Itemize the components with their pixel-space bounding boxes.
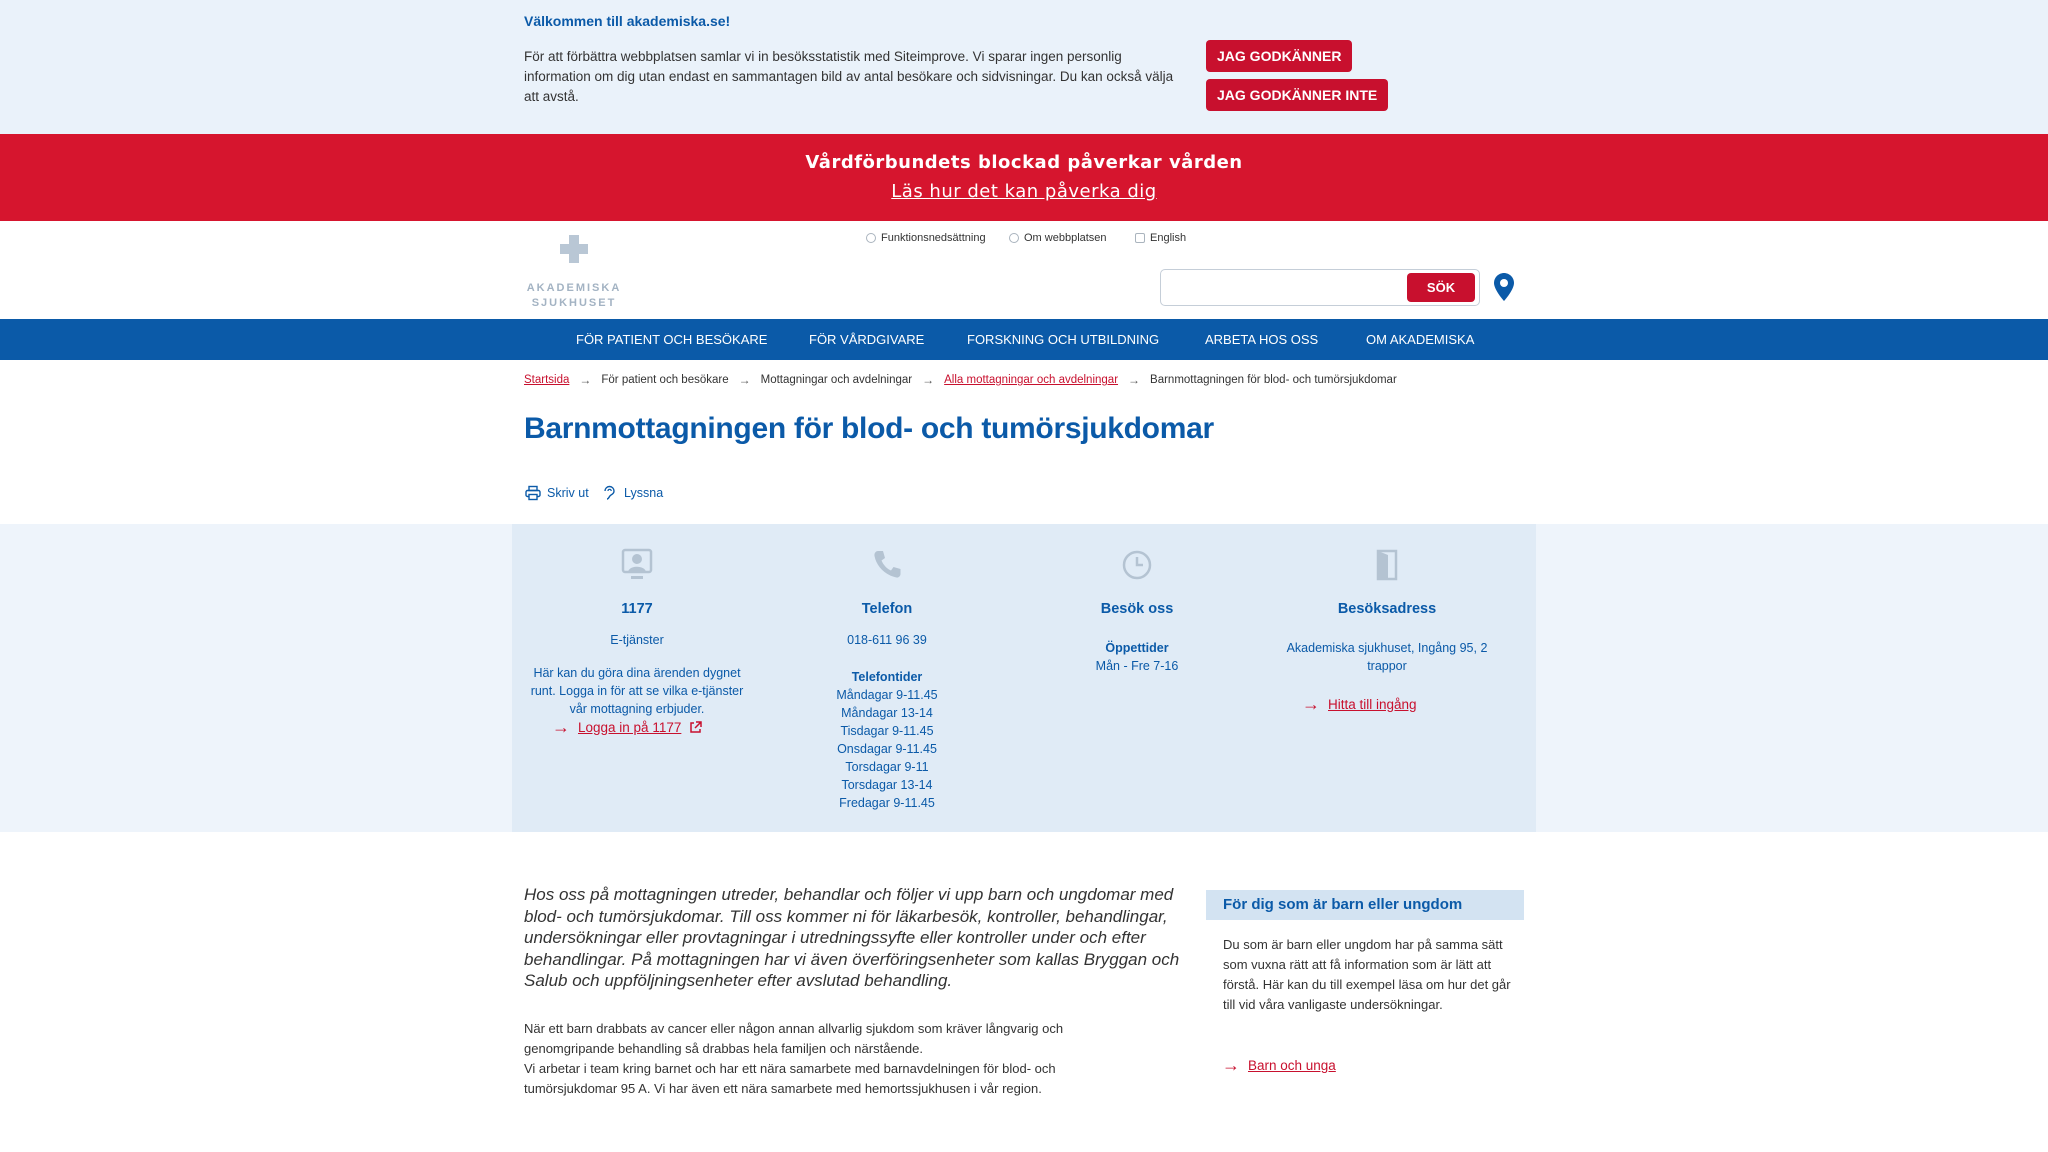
side-box-title: För dig som är barn eller ungdom bbox=[1206, 890, 1524, 920]
cookie-decline-button[interactable]: JAG GODKÄNNER INTE bbox=[1206, 79, 1388, 111]
print-label: Skriv ut bbox=[547, 486, 589, 500]
info-title-1177: 1177 bbox=[621, 601, 653, 617]
nav-item-patient[interactable]: FÖR PATIENT OCH BESÖKARE bbox=[576, 332, 768, 347]
children-link[interactable] bbox=[1222, 1056, 1336, 1074]
info-column-address bbox=[1262, 524, 1512, 832]
language-icon bbox=[1135, 233, 1145, 243]
accessibility-icon bbox=[866, 233, 876, 243]
computer-user-icon bbox=[621, 548, 653, 582]
breadcrumb-item-start[interactable]: Startsida bbox=[524, 374, 570, 386]
phone-icon bbox=[871, 548, 903, 582]
breadcrumb-item-alla[interactable]: Alla mottagningar och avdelningar bbox=[944, 374, 1119, 386]
info-desc-1177: Här kan du göra dina ärenden dygnet runt. Logga in för att se vilka e-tjänster vår mottagning erbjuder. bbox=[530, 666, 744, 716]
phone-hours-item: Fredagar 9-11.45 bbox=[839, 796, 935, 810]
utility-link-accessibility[interactable] bbox=[866, 232, 986, 244]
body-paragraph-1: När ett barn drabbats av cancer eller någon annan allvarlig sjukdom som kräver långvarig och genomgripande behandling så drabbas hela familjen och närstående. bbox=[524, 1021, 1064, 1056]
search-button[interactable]: SÖK bbox=[1407, 273, 1475, 302]
search-box bbox=[1160, 269, 1480, 306]
cross-logo-icon bbox=[560, 235, 588, 263]
phone-hours-title: Telefontider bbox=[851, 670, 923, 684]
contact-info-panel bbox=[512, 524, 1536, 832]
alert-link[interactable]: Läs hur det kan påverka dig bbox=[891, 181, 1157, 202]
arrow-right-icon: → bbox=[1222, 1055, 1240, 1075]
info-icon bbox=[1009, 233, 1019, 243]
info-column-1177 bbox=[512, 524, 762, 832]
login-1177-label: Logga in på 1177 bbox=[578, 719, 682, 735]
logo-text-line2: SJUKHUSET bbox=[531, 297, 617, 309]
info-sub-1177: E-tjänster bbox=[610, 633, 664, 647]
side-box-text: Du som är barn eller ungdom har på samma sätt som vuxna rätt att få information som är lätt att förstå. Här kan du till exempel läsa om hur det går till vid våra vanligaste undersökningar. bbox=[1223, 937, 1511, 1012]
contact-info-band bbox=[0, 524, 2048, 832]
door-icon bbox=[1371, 548, 1403, 582]
external-link-icon bbox=[689, 721, 702, 734]
visit-hours-title: Öppettider bbox=[1105, 641, 1169, 655]
clock-icon bbox=[1121, 548, 1153, 582]
login-1177-link[interactable] bbox=[552, 718, 702, 736]
info-column-phone bbox=[762, 524, 1012, 832]
nav-item-om[interactable]: OM AKADEMISKA bbox=[1366, 332, 1475, 347]
map-pin-icon[interactable] bbox=[1494, 273, 1514, 301]
cookie-text: För att förbättra webbplatsen samlar vi in besöksstatistik med Siteimprove. Vi sparar ingen personlig information om dig utan endast en sammantagen bild av antal besökare och sidvisningar. Du kan också välja att avstå. bbox=[524, 49, 1174, 104]
site-header bbox=[0, 221, 2048, 319]
breadcrumb-item-patient[interactable]: För patient och besökare bbox=[601, 374, 729, 386]
phone-hours-item: Torsdagar 13-14 bbox=[841, 778, 933, 792]
cookie-accept-button[interactable]: JAG GODKÄNNER bbox=[1206, 40, 1352, 72]
utility-link-about[interactable] bbox=[1009, 232, 1107, 244]
ear-icon bbox=[602, 485, 618, 501]
breadcrumb-item-mottagningar[interactable]: Mottagningar och avdelningar bbox=[760, 374, 913, 386]
main-nav bbox=[0, 319, 2048, 360]
breadcrumb-item-current: Barnmottagningen för blod- och tumörsjukdomar bbox=[1150, 374, 1397, 386]
arrow-right-icon: → bbox=[1128, 373, 1141, 387]
visit-hours: Mån - Fre 7-16 bbox=[1095, 659, 1179, 673]
info-title-phone: Telefon bbox=[861, 601, 913, 617]
phone-hours-item: Måndagar 13-14 bbox=[841, 706, 933, 720]
breadcrumb bbox=[524, 373, 1397, 387]
print-icon bbox=[525, 485, 541, 501]
listen-button[interactable] bbox=[602, 485, 663, 501]
phone-hours-list bbox=[762, 686, 1012, 812]
find-entrance-link[interactable] bbox=[1302, 695, 1417, 713]
info-title-visit: Besök oss bbox=[1100, 601, 1174, 617]
arrow-right-icon: → bbox=[922, 373, 935, 387]
cookie-banner bbox=[0, 0, 2048, 134]
address-text: Akademiska sjukhuset, Ingång 95, 2 trappor bbox=[1286, 641, 1488, 673]
info-column-visit bbox=[1012, 524, 1262, 832]
info-title-address: Besöksadress bbox=[1337, 601, 1437, 617]
nav-item-vardgivare[interactable]: FÖR VÅRDGIVARE bbox=[809, 332, 925, 347]
utility-link-english[interactable] bbox=[1135, 232, 1186, 244]
listen-label: Lyssna bbox=[624, 486, 664, 500]
phone-hours-item: Tisdagar 9-11.45 bbox=[840, 724, 934, 738]
print-button[interactable] bbox=[525, 485, 589, 501]
cookie-title: Välkommen till akademiska.se! bbox=[524, 13, 731, 29]
children-link-label: Barn och unga bbox=[1248, 1057, 1336, 1073]
phone-hours-item: Måndagar 9-11.45 bbox=[836, 688, 938, 702]
phone-hours-item: Onsdagar 9-11.45 bbox=[837, 742, 937, 756]
alert-banner bbox=[0, 134, 2048, 221]
phone-number[interactable]: 018-611 96 39 bbox=[847, 633, 927, 647]
nav-item-arbeta[interactable]: ARBETA HOS OSS bbox=[1205, 332, 1319, 347]
utility-label: Om webbplatsen bbox=[1024, 232, 1107, 244]
intro-text: Hos oss på mottagningen utreder, behandlar och följer vi upp barn och ungdomar med blod- och tumörsjukdomar. Till oss kommer ni för läkarbesök, kontroller, behandlingar, undersökningar eller provtagningar i utredningssyfte eller kontroller under och efter behandlingar. På mottagningen har vi även överföringsenheter som kallas Bryggan och Salub och uppföljningsenheter efter avslutad behandling. bbox=[524, 885, 1180, 990]
utility-label: Funktionsnedsättning bbox=[881, 232, 986, 244]
arrow-right-icon: → bbox=[579, 373, 592, 387]
logo-text-line1: AKADEMISKA bbox=[526, 282, 622, 294]
page-title: Barnmottagningen för blod- och tumörsjukdomar bbox=[524, 412, 1214, 445]
body-paragraph-2: Vi arbetar i team kring barnet och har ett nära samarbete med barnavdelningen för blod- och tumörsjukdomar 95 A. Vi har även ett nära samarbete med hemortssjukhusen i vår region. bbox=[524, 1061, 1056, 1096]
phone-hours-item: Torsdagar 9-11 bbox=[845, 760, 929, 774]
nav-item-forskning[interactable]: FORSKNING OCH UTBILDNING bbox=[967, 332, 1160, 347]
search-input[interactable] bbox=[1165, 274, 1405, 301]
site-logo[interactable] bbox=[524, 235, 624, 311]
alert-title: Vårdförbundets blockad påverkar vården bbox=[805, 152, 1243, 173]
find-entrance-label: Hitta till ingång bbox=[1328, 696, 1417, 712]
utility-label: English bbox=[1150, 232, 1187, 244]
arrow-right-icon: → bbox=[1302, 694, 1320, 714]
arrow-right-icon: → bbox=[738, 373, 751, 387]
arrow-right-icon: → bbox=[552, 717, 570, 737]
